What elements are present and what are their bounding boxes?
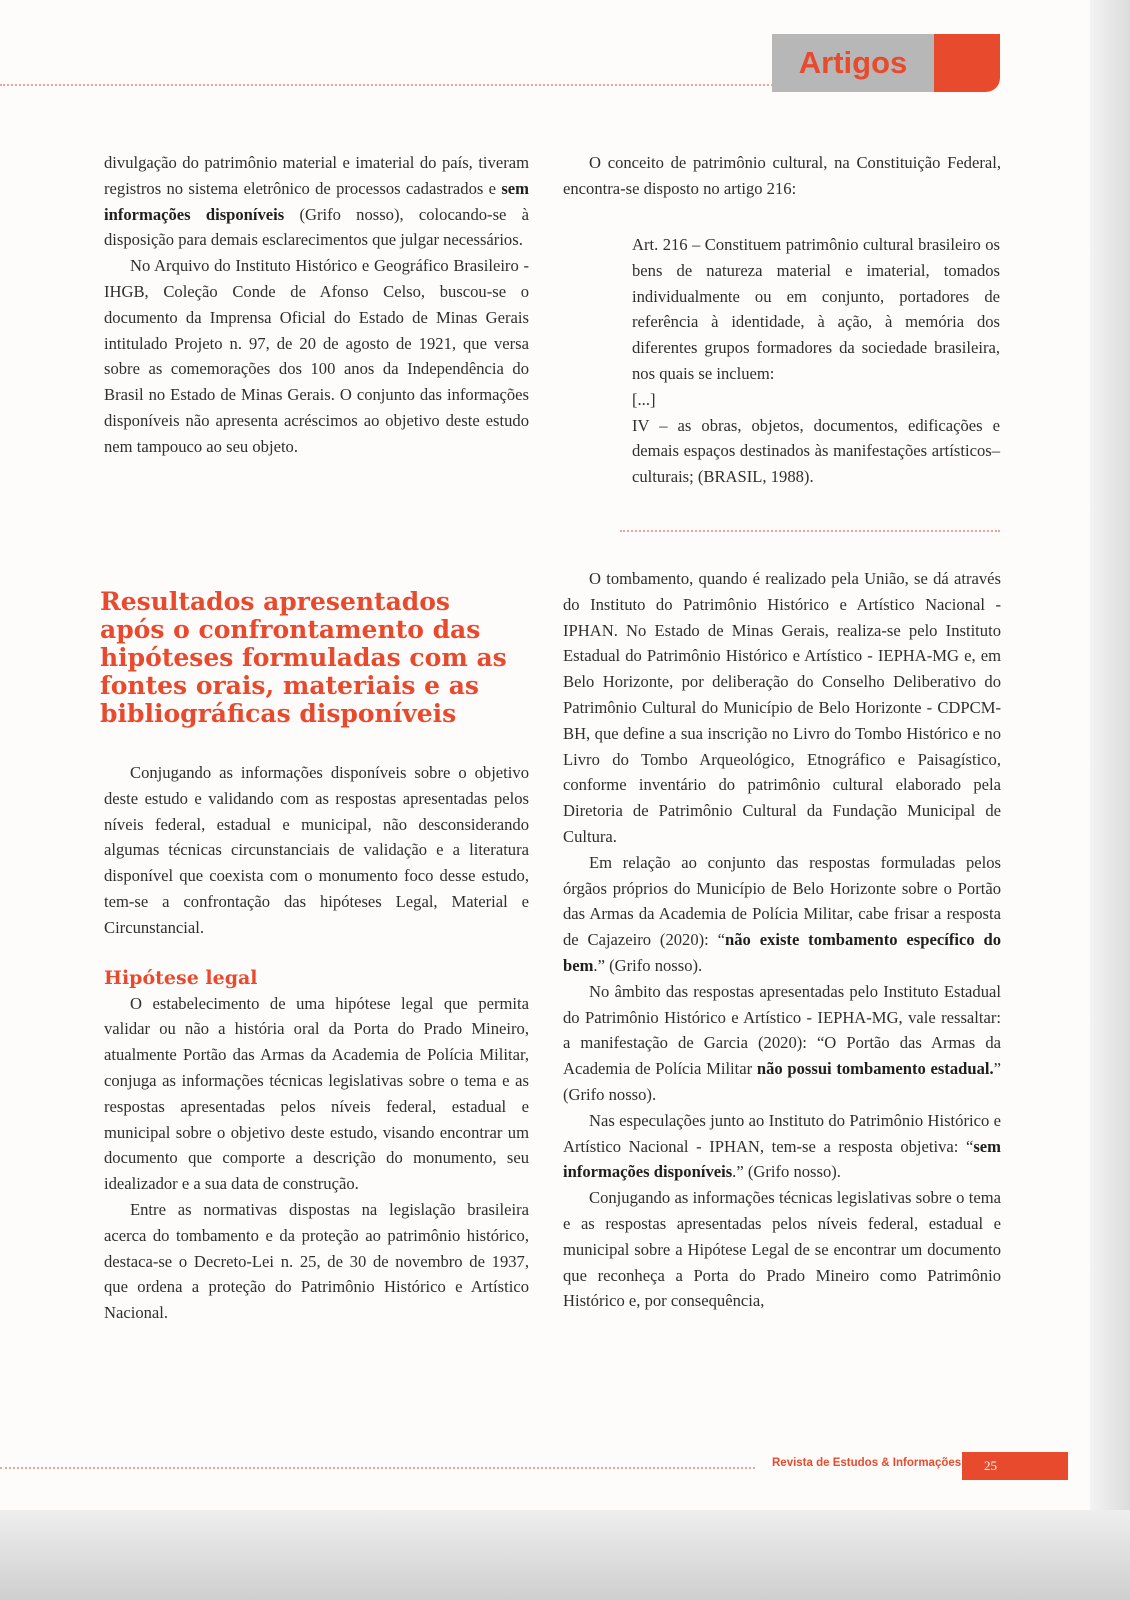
paragraph-text: No âmbito das respostas apresentadas pelo Instituto Estadual do Patrimônio Histórico e Artístico - IEPHA-MG, vale ressaltar: a manifestação de Garcia (2020): “O Portão das Armas da Academia de Polícia Militar [563,981,1001,1079]
page-edge-right [1090,0,1130,1600]
footer-journal-title: Revista de Estudos & Informações [772,1457,962,1469]
quote-line: [...] [632,389,656,409]
constitution-intro-paragraph: O conceito de patrimônio cultural, na Constituição Federal, encontra-se disposto no artigo 216: [563,153,1001,198]
paragraph-text: Nas especulações junto ao Instituto do Patrimônio Histórico e Artístico Nacional - IPHAN, tem-se a resposta objetiva: “ [563,1110,1001,1156]
section-tab-accent [934,34,1000,92]
section-heading: Resultados apresentados após o confrontamento das hipóteses formuladas com as fontes orais, materiais e as bibliográficas disponíveis [100,587,507,728]
page-number-box [962,1452,1068,1480]
footer-dotted-rule [0,1467,755,1469]
body-paragraph [563,1108,1001,1185]
section-label: Artigos [798,45,908,80]
header-dotted-rule [0,84,780,86]
left-bottom-paragraphs [104,991,529,1326]
section-tab-label-box [772,34,934,92]
paragraph-text: Conjugando as informações técnicas legislativas sobre o tema e as respostas apresentadas pelos níveis federal, estadual e municipal sobre a Hipótese Legal de se encontrar um documento que reconheça a Porta do Prado Mineiro como Patrimônio Histórico e, por consequência, [563,1188,1001,1311]
paragraph-text: (Grifo nosso), colocando-se à disposição para demais esclarecimentos que julgar necessários. [104,204,529,250]
paragraph-text: O tombamento, quando é realizado pela União, se dá através do Instituto do Patrimônio Histórico e Artístico Nacional - IPHAN. No Estado de Minas Gerais, realiza-se pelo Instituto Estadual do Patrimônio Histórico e Artístico - IEPHA-MG e, em Belo Horizonte, por deliberação do Conselho Deliberativo do Patrimônio Cultural do Município de Belo Horizonte - CDPCM-BH, que define a sua inscrição no Livro do Tombo Histórico e no Livro do Tombo Arqueológico, Etnográfico e Paisagístico, conforme inventário do patrimônio cultural elaborado pela Diretoria de Patrimônio Cultural da Fundação Municipal de Cultura. [563,569,1001,846]
body-paragraph [563,979,1001,1108]
emphasis-text: sem informações disponíveis [104,178,529,224]
emphasis-text: sem informações disponíveis [563,1136,1001,1182]
paragraph-text: O estabelecimento de uma hipótese legal que permita validar ou não a história oral da Porta do Prado Mineiro, atualmente Portão das Armas da Academia de Polícia Militar, conjuga as informações técnicas legislativas sobre o tema e as respostas apresentadas pelos níveis federal, estadual e municipal sobre o objetivo deste estudo, visando encontrar um documento que comporte a descrição do monumento, seu idealizador e a sua data de construção. [104,993,529,1194]
subheading-hipotese-legal: Hipótese legal [104,966,258,989]
page-number: 25 [984,1458,997,1473]
paragraph-text: divulgação do patrimônio material e imaterial do país, tiveram registros no sistema eletrônico de processos cadastrados e [104,153,529,198]
body-paragraph [563,566,1001,850]
right-column-bottom [563,566,1001,1314]
paragraph-text: No Arquivo do Instituto Histórico e Geográfico Brasileiro - IHGB, Coleção Conde de Afonso Celso, buscou-se o documento da Imprensa Oficial do Estado de Minas Gerais intitulado Projeto n. 97, de 20 de agosto de 1921, que versa sobre as comemorações dos 100 anos da Independência do Brasil no Estado de Minas Gerais. O conjunto das informações disponíveis não apresenta acréscimos ao objetivo deste estudo nem tampouco ao seu objeto. [104,256,529,456]
body-paragraph [104,150,529,253]
paragraph-text: ” (Grifo nosso). [563,1059,1001,1104]
body-paragraph [563,1185,1001,1314]
paragraph-text: Entre as normativas dispostas na legislação brasileira acerca do tombamento e da proteção ao patrimônio histórico, destaca-se o Decreto-Lei n. 25, de 30 de novembro de 1937, que ordena a proteção do Patrimônio Histórico e Artístico Nacional. [104,1199,529,1323]
body-paragraph [104,991,529,1197]
left-column-top [104,150,529,460]
right-column-top [563,150,1001,202]
quote-line: IV – as obras, objetos, documentos, edificações e demais espaços destinados às manifestações artísticos–culturais; (BRASIL, 1988). [632,415,1000,487]
body-paragraph [104,1197,529,1326]
left-column-bottom [104,760,529,1326]
body-paragraph [563,850,1001,979]
paragraph-text: Em relação ao conjunto das respostas formuladas pelos órgãos próprios do Município de Belo Horizonte sobre o Portão das Armas da Academia de Polícia Militar, cabe frisar a resposta de Cajazeiro (2020): “ [563,852,1001,950]
paragraph-text: .” (Grifo nosso). [593,955,703,975]
paragraph-text: .” (Grifo nosso). [732,1162,841,1182]
section-tab [772,34,1000,92]
emphasis-text: não possui tombamento estadual. [756,1059,994,1079]
block-quote [632,232,1000,490]
quote-line: Art. 216 – Constituem patrimônio cultural brasileiro os bens de natureza material e imaterial, tomados individualmente ou em conjunto, portadores de referência à identidade, à ação, à memória dos diferentes grupos formadores da sociedade brasileira, nos quais se incluem: [632,235,1000,383]
body-paragraph [104,253,529,459]
emphasis-text: não existe tombamento específico do bem [563,930,1001,975]
left-top-paragraphs [104,150,529,460]
page-edge-bottom [0,1510,1130,1600]
section-intro-paragraph: Conjugando as informações disponíveis sobre o objetivo deste estudo e validando com as respostas apresentadas pelos níveis federal, estadual e municipal, não desconsiderando algumas técnicas circunstanciais de validação e a literatura disponível que coexista com o monumento foco desse estudo, tem-se a confrontação das hipóteses Legal, Material e Circunstancial. [104,763,529,937]
right-bottom-paragraphs [563,566,1001,1314]
quote-dotted-rule [620,530,1000,532]
